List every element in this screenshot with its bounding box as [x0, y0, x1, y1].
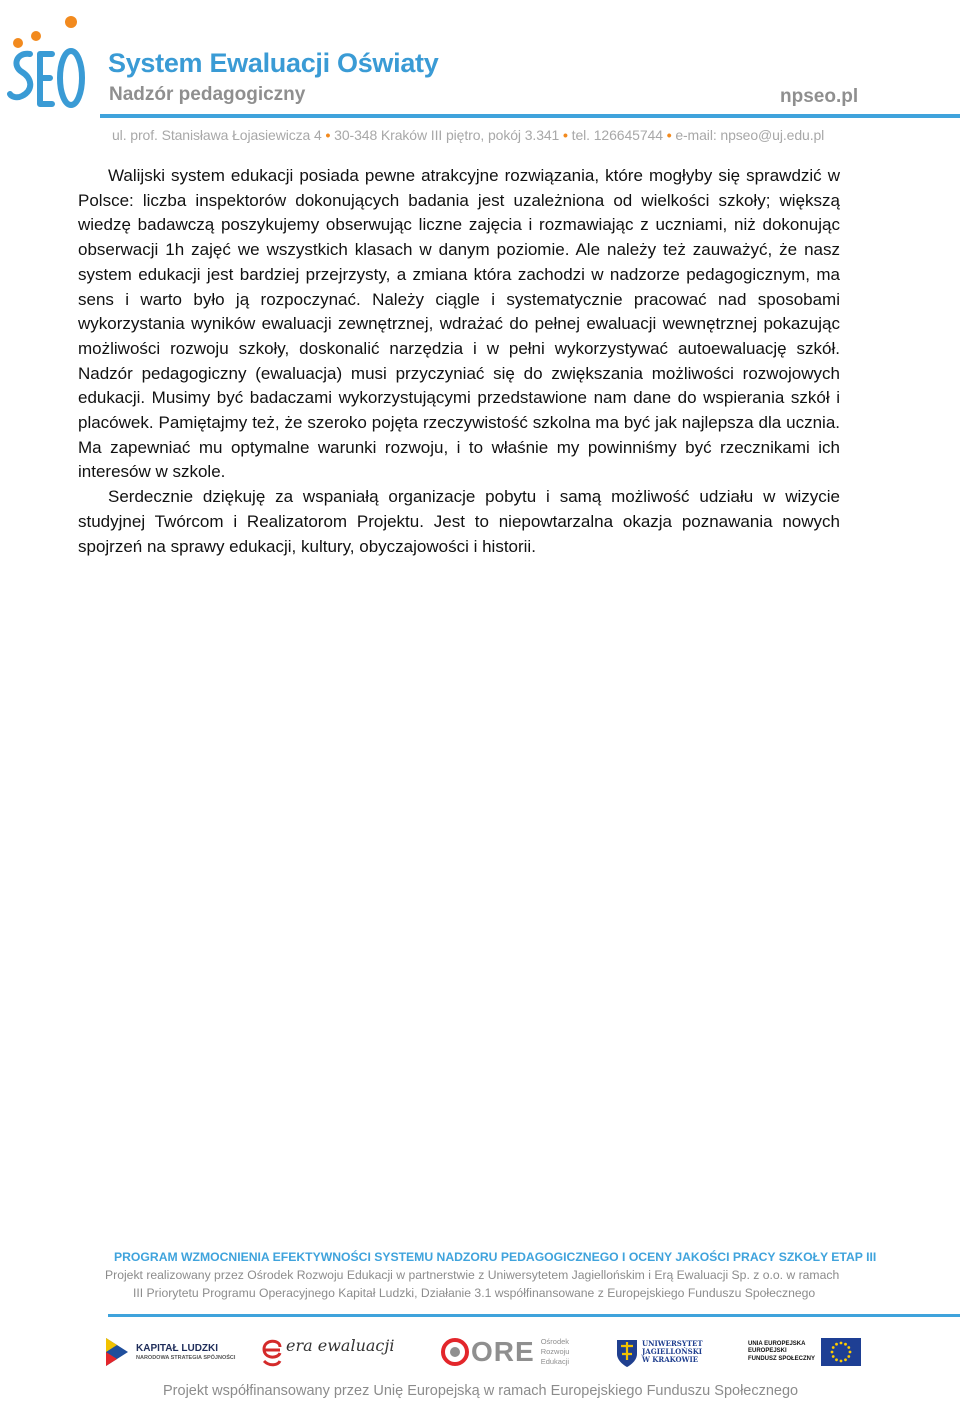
- footer-program-title: PROGRAM WZMOCNIENIA EFEKTYWNOŚCI SYSTEMU NADZORU PEDAGOGICZNEGO I OCENY JAKOŚCI PRACY SZKOŁY ETAP III: [114, 1250, 877, 1264]
- document-body: [78, 164, 840, 559]
- body-paragraph: Serdecznie dziękuję za wspaniałą organizacje pobytu i samą możliwość udziału w wizycie studyjnej Twórcom i Realizatorom Projektu. Jest to niepowtarzalna okazja poznawania nowych spojrzeń na sprawy edukacji, kultury, obyczajowości i historii.: [78, 487, 840, 556]
- address-line: [112, 127, 824, 143]
- uj-crest-icon: [616, 1336, 638, 1368]
- kapital-ludzki-name: KAPITAŁ LUDZKI: [136, 1342, 219, 1354]
- ore-name: ORE: [471, 1336, 535, 1367]
- website-link[interactable]: npseo.pl: [780, 86, 859, 107]
- address-phone: tel. 126645744: [571, 127, 663, 143]
- separator-dot: •: [563, 127, 568, 143]
- header-divider: [100, 114, 960, 118]
- address-city: 30-348 Kraków III piętro, pokój 3.341: [334, 127, 560, 143]
- kapital-ludzki-emblem-icon: [104, 1334, 130, 1370]
- separator-dot: •: [666, 127, 672, 143]
- kapital-ludzki-logo: [104, 1330, 235, 1374]
- body-paragraph: Walijski system edukacji posiada pewne atrakcyjne rozwiązania, które mogłyby się sprawdzić w Polsce: liczba inspektorów dokonujących badania jest uzależniona od wielkości szkoły; większą wiedzę badawczą poszykujemy obserwując liczne zajęcia i rozmawiając z uczniami, niż dokonując obserwacji 1h zajęć we wszystkich klasach w danym poziomie. Ale należy też zauważyć, że nasz system edukacji jest bardziej przejrzysty, a zmiana która zachodzi w nadzorze pedagogicznym, ma sens i warto było ją rozpoczynać. Należy ciągle i systematycznie pracować nad sposobami wykorzystania wyników ewaluacji zewnętrznej, wdrażać do pełnej ewaluacji wewnętrznej pokazując możliwości rozwoju szkoły, doskonalić narzędzia i w pełni wykorzystywać autoewaluację szkół. Nadzór pedagogiczny (ewaluacja) musi przyczyniać się do zwiększania możliwości rozwojowych edukacji. Musimy być badaczami wykorzystującymi przedstawione nam dane do wspierania szkół i placówek. Pamiętajmy też, że szeroko pojęta rzeczywistość szkolna ma być jak najlepsza dla ucznia. Ma zapewniać mu optymalne warunki rozwoju, i to właśnie my powinniśmy być rzecznikami ich interesów w szkole.: [78, 166, 840, 482]
- seo-logo: [6, 10, 88, 114]
- uj-name-3: W KRAKOWIE: [642, 1355, 699, 1364]
- brand-subtitle: Nadzór pedagogiczny: [109, 84, 306, 105]
- era-emblem-icon: [260, 1335, 284, 1369]
- eu-name-2: EUROPEJSKI: [748, 1348, 787, 1355]
- ore-sub-3: Edukacji: [540, 1357, 570, 1366]
- brand-title: System Ewaluacji Oświaty: [108, 48, 439, 78]
- ore-sub-1: Ośrodek: [540, 1337, 570, 1346]
- kapital-ludzki-sub: NARODOWA STRATEGIA SPÓJNOŚCI: [136, 1354, 236, 1361]
- uj-name-1: UNIWERSYTET: [642, 1339, 703, 1348]
- separator-dot: •: [325, 127, 331, 143]
- uj-logo: [616, 1330, 703, 1374]
- eu-logo: [748, 1330, 861, 1374]
- era-ewaluacji-logo: [260, 1330, 394, 1374]
- address-street: ul. prof. Stanisława Łojasiewicza 4: [112, 127, 322, 143]
- ore-sub-2: Rozwoju: [540, 1347, 570, 1356]
- ore-emblem-icon: [440, 1337, 470, 1367]
- address-email[interactable]: e-mail: npseo@uj.edu.pl: [675, 127, 825, 143]
- uj-name-2: JAGIELLOŃSKI: [642, 1347, 703, 1356]
- eu-flag-icon: [821, 1338, 861, 1366]
- eu-name-3: FUNDUSZ SPOŁECZNY: [748, 1355, 816, 1362]
- eu-name-1: UNIA EUROPEJSKA: [748, 1340, 806, 1347]
- era-ewaluacji-name: era ewaluacji: [286, 1335, 395, 1355]
- footer-project-line: Projekt realizowany przez Ośrodek Rozwoju Edukacji w partnerstwie z Uniwersytetem Jagiellońskim i Erą Ewaluacji Sp. z o.o. w ramach: [105, 1268, 840, 1282]
- footer-priority-line: III Priorytetu Programu Operacyjnego Kapitał Ludzki, Działanie 3.1 współfinansowane z Europejskiego Funduszu Społecznego: [133, 1286, 816, 1300]
- ore-logo: [440, 1330, 569, 1374]
- footer-divider: [108, 1314, 960, 1317]
- cofinance-note: Projekt współfinansowany przez Unię Europejską w ramach Europejskiego Funduszu Społecznego: [163, 1383, 799, 1399]
